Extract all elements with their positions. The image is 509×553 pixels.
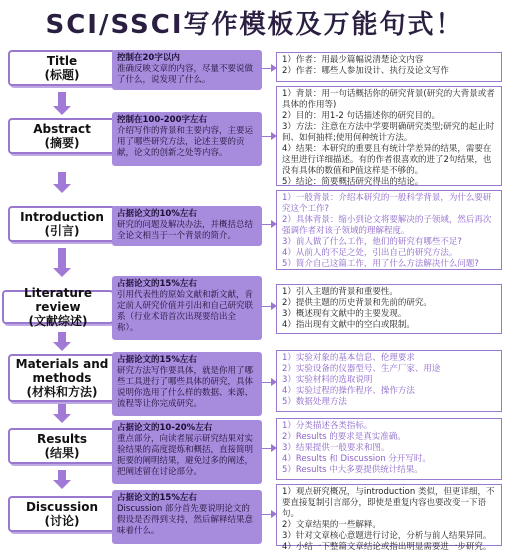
detail-item: 3）前人做了什么工作，他们的研究有哪些不足? [282,237,462,247]
section-detail-materials-methods [276,350,502,412]
section-detail-literature-review [276,284,502,334]
summary-body: 研究的问题及解决办法，并概括总结全论文相当于一个背景的简介。 [117,220,254,241]
section-label-en: Materials and methods [15,357,109,385]
section-label-abstract [8,118,116,154]
section-detail-discussion [276,484,502,552]
section-label-zh: (摘要) [44,136,80,150]
summary-body: 研究方法写作要具体，就是你用了哪些工具进行了哪些具体的研究，具体说明你选用了什么样的数据、来源、流程等让你完成研究。 [117,366,254,409]
section-summary-discussion [112,490,262,544]
section-label-en: Abstract [33,122,91,136]
detail-item: 4）指出现有文献中的空白或限制。 [282,320,415,330]
summary-body: 重点部分，向读者展示研究结果对实验结果的高度提炼和概括，直接简明扼要的阐明结果，避免过多的阐述，把阐述留在讨论部分。 [117,434,254,477]
detail-item: 3）针对文章核心意题进行讨论，分析与前人结果异同。 [282,531,492,541]
detail-item: 3）概述现有文献中的主要发现。 [282,309,407,319]
section-label-en: Results [36,432,88,446]
section-label-zh: (引言) [44,224,80,238]
summary-body: Discussion 部分首先要说明论文的假设是否得到支持，然后解释结果意味着什么。 [117,504,254,536]
section-detail-introduction [276,190,502,270]
detail-item: 3）结果提供一般要求和图。 [282,443,390,453]
section-summary-abstract [112,112,262,166]
connector-arrow [262,306,272,307]
section-detail-abstract [276,86,502,186]
connector-arrow [262,382,272,383]
section-label-title [8,50,116,86]
section-label-literature-review [2,286,114,328]
section-label-en: Introduction [20,210,104,224]
summary-heading: 占据论文的10%左右 [117,209,197,219]
detail-item: 1）作者：用最少篇幅说清楚论文内容 [282,55,424,65]
page-title: SCI/SSCI写作模板及万能句式！ [45,10,464,40]
summary-heading: 占据论文的10-20%左右 [117,423,213,433]
section-label-introduction [8,206,116,242]
section-label-en: Literature review [24,286,92,314]
connector-arrow [262,136,272,137]
summary-body: 引用代表性的原始文献和新文献，肯定前人研究价值并引出和自己研究联系（行业术语首次出现要给出全称）。 [117,290,254,333]
detail-item: 4）Results 和 Discussion 分开写时。 [282,454,431,464]
summary-heading: 控制在20字以内 [117,53,180,63]
summary-heading: 占据论文的15%左右 [117,355,197,365]
section-summary-title [112,50,262,90]
section-label-zh: (材料和方法) [26,385,98,399]
section-label-results [8,428,116,464]
detail-item: 2）作者：哪些人参加设计、执行及论文写作 [282,66,449,76]
section-label-en: Discussion [25,500,99,514]
detail-item: 2）文章结果的一些解释。 [282,520,381,530]
section-label-zh: (标题) [44,68,80,82]
detail-item: 5）Results 中大多要提供统计结果。 [282,465,423,475]
detail-item: 4）从前人的不足之处，引出自己的研究方法。 [282,248,458,258]
section-label-materials-methods [8,354,116,402]
detail-item: 2）目的：用1-2 句话描述你的研究目的。 [282,111,440,121]
summary-body: 准确反映文章的内容，尽量不要说做了什么，说发现了什么。 [117,64,254,85]
detail-item: 4）小结一下整篇文章结论或指出明显需要进一步研究。 [282,542,492,552]
detail-item: 3）实验材料的选取说明 [282,375,373,385]
summary-heading: 占据论文的15%左右 [117,493,197,503]
detail-item: 5）简介自己这篇工作，用了什么方法解决什么问题? [282,259,479,269]
connector-arrow [262,68,272,69]
summary-body: 介绍写作的背景和主要内容，主要运用了哪些研究方法，论述主要的贡献，论文的创新之处等内容。 [117,126,254,158]
section-summary-introduction [112,206,262,246]
connector-arrow [262,224,272,225]
detail-item: 1）观点研究概况，与introduction 类似，但更详细，不要直接复制引言部分，即使是重复内容也要改变一下语句。 [282,487,495,519]
section-detail-results [276,418,502,480]
detail-item: 1）分类描述各类指标。 [282,421,373,431]
detail-item: 2）提供主题的历史背景和先前的研究。 [282,298,432,308]
section-summary-literature-review [112,276,262,340]
summary-heading: 控制在100-200字左右 [117,115,208,125]
detail-item: 5）结论：简要概括研究得出的结论。 [282,177,424,187]
detail-item: 5）数据处理方法 [282,397,347,407]
section-detail-title [276,52,502,82]
section-summary-results [112,420,262,484]
detail-item: 1）实验对象的基本信息、伦理要求 [282,353,415,363]
detail-item: 4）结果：本研究的重要且有统计学差异的结果，需要在这里进行详细描述。有的作者很喜欢的进了2句结果，也没有具体的数值和P值这样是不够的。 [282,144,492,176]
section-label-discussion [8,496,116,532]
connector-arrow [262,514,272,515]
section-label-zh: (结果) [44,446,80,460]
section-label-zh: (文献综述) [28,314,88,328]
detail-item: 4）实验过程的操作程序、操作方法 [282,386,415,396]
summary-heading: 占据论文的15%左右 [117,279,197,289]
detail-item: 2）Results 的要求是真实准确。 [282,432,406,442]
section-summary-materials-methods [112,352,262,416]
detail-item: 1）背景：用一句话概括你的研究背景(研究的大背景或者具体的作用等) [282,89,495,110]
section-label-en: Title [46,54,78,68]
connector-arrow [262,448,272,449]
section-label-zh: (讨论) [44,514,80,528]
detail-item: 2）具体背景：缩小到论文将要解决的子领域，然后再次强调作者对该子领域的理解程度。 [282,215,492,236]
detail-item: 3）方法：注意在方法中学要明确研究类型;研究的起止时间、如何抽样;使用何种统计方法。 [282,122,495,143]
detail-item: 1）引入主题的背景和重要性。 [282,287,398,297]
detail-item: 2）实验设备的仪器型号、生产厂家、用途 [282,364,441,374]
detail-item: 1）一般背景：介绍本研究的一般科学背景，为什么要研究这个工作? [282,193,492,214]
